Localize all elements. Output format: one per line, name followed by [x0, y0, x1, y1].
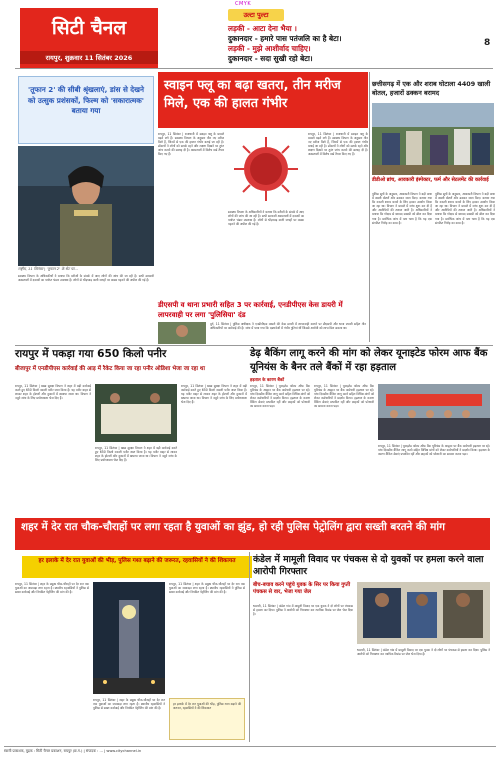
kandel-headline: कंडेल में मामूली विवाद पर पंचकस से दो युवकों पर हमला करने वाला आरोपी गिरफ्तार [253, 554, 484, 577]
swine-body-col3: रायपुर, 11 सितंबर | राजधानी में स्वाइन फ्लू के मामले बढ़ने लगे हैं। स्वास्थ्य विभाग के अनुसार तीन नए मरीज मिले हैं, जिनमें से एक की हालत गंभीर बताई जा रही है। डॉक्टरों ने लोगों को सतर्क रहने और लक्षण दिखने पर तुरंत जांच कराने की सलाह दी है। अस्पतालों में विशेष वार्ड तैयार किए गए हैं। [308, 132, 368, 157]
police-officer-photo [158, 322, 206, 344]
joke-line-2: दुकानदार - हमारे पास पतंजलि का है बेटा। [228, 34, 342, 43]
joke-line-3: लड़की - मुझे आशीर्वाद चाहिए। [228, 44, 311, 53]
late-night-body-col3: रायपुर, 11 सितंबर | शहर के प्रमुख चौक-चौराहों पर देर रात तक युवाओं का जमावड़ा लगा रहता है। स्थानीय रहवासियों ने पुलिस से सख्त कार्रवाई और नियमित पेट्रोलिंग की मांग की है। [93, 698, 165, 711]
bank-strike-headline: डेढ़ बैकिंग लागू करने की मांग को लेकर यूनाइटेड फोरम आफ बैंक यूनियंस के बैनर तले बैंकों में रहा हड़ताल [250, 348, 488, 373]
masthead-title: सिटी चैनल [51, 17, 127, 39]
rail-divider [369, 72, 370, 342]
kandel-body-col2: धमतरी, 11 सितंबर | कंडेल गांव में मामूली विवाद पर एक युवक ने दो लोगों पर पंचकस से हमला कर दिया। पुलिस ने आरोपी को गिरफ्तार कर न्यायिक रिमांड पर जेल भेज दिया है। [357, 648, 490, 657]
police-action-body: दुर्ग, 11 सितंबर | पुलिस अधीक्षक ने एनडीपीएस मामले की केस डायरी में लापरवाही बरतने पर डीएसपी और थाना प्रभारी सहित तीन अधिकारियों पर कार्रवाई की है। जांच में पाया गया कि दस्तावेजों में गंभीर त्रुटियां थीं जिससे आरोपी को लाभ मिल सकता था। [210, 322, 366, 331]
cmyk-marker: CMYK [235, 1, 252, 7]
late-night-body-col2: रायपुर, 11 सितंबर | शहर के प्रमुख चौक-चौराहों पर देर रात तक युवाओं का जमावड़ा लगा रहता है। स्थानीय रहवासियों ने पुलिस से सख्त कार्रवाई और नियमित पेट्रोलिंग की मांग की है। [169, 582, 245, 595]
liquor-body-col1: पुलिस सूत्रों के अनुसार, आबकारी विभाग ने बड़ी मात्रा में खाली बोतलें और ढक्कन जब्त किए। बताया गया कि नकली शराब बनाने के लिए इनका उपयोग किया जा रहा था। विभाग ने मामले में जांच शुरू कर दी है और आरोपियों की तलाश जारी है। अधिकारियों ने बताया कि गोदाम से बरामद सामग्री को सील कर दिया गया है। प्रारंभिक जांच में पता चला है कि यह एक संगठित गिरोह का काम है। [372, 192, 432, 225]
masthead-date: रायपुर, शुक्रवार 11 सितंबर 2026 [20, 51, 158, 64]
bank-strike-body-col2: रायपुर, 11 सितंबर | यूनाइटेड फोरम ऑफ बैंक यूनियंस के आह्वान पर बैंक कर्मचारी हड़ताल पर रहे। पांच दिवसीय बैंकिंग लागू करने सहित विभिन्न मांगों को लेकर कर्मचारियों ने प्रदर्शन किया। हड़ताल के कारण बैंकिंग सेवाएं प्रभावित रहीं और ग्राहकों को परेशानी का सामना करना पड़ा। [314, 384, 374, 409]
movie-quote-text: 'तूफान 2' की सीबी श्रृंखलाएं, डांस से देखने को उत्सुक प्रशंसकों, फिल्म को 'सकारात्मक' बताया गया [28, 85, 144, 115]
bank-strike-body-col1: रायपुर, 11 सितंबर | यूनाइटेड फोरम ऑफ बैंक यूनियंस के आह्वान पर बैंक कर्मचारी हड़ताल पर रहे। पांच दिवसीय बैंकिंग लागू करने सहित विभिन्न मांगों को लेकर कर्मचारियों ने प्रदर्शन किया। हड़ताल के कारण बैंकिंग सेवाएं प्रभावित रहीं और ग्राहकों को परेशानी का सामना करना पड़ा। [250, 384, 310, 409]
mid-rule [15, 345, 493, 346]
swine-body-col1: रायपुर, 11 सितंबर | राजधानी में स्वाइन फ्लू के मामले बढ़ने लगे हैं। स्वास्थ्य विभाग के अनुसार तीन नए मरीज मिले हैं, जिनमें से एक की हालत गंभीर बताई जा रही है। डॉक्टरों ने लोगों को सतर्क रहने और लक्षण दिखने पर तुरंत जांच कराने की सलाह दी है। अस्पतालों में विशेष वार्ड तैयार किए गए हैं। [158, 132, 224, 157]
movie-photo-caption: राष्ट्रीय, 11 सितंबर | 'तूफान 2' के सेट पर... [18, 267, 78, 271]
paneer-body-col1: रायपुर, 11 सितंबर | खाद्य सुरक्षा विभाग ने शहर में बड़ी कार्रवाई करते हुए 650 किलो नकली पनीर जब्त किया है। यह पनीर बाहर से लाकर शहर के होटलों और दुकानों में खपाया जाना था। विभाग ने नमूने जांच के लिए प्रयोगशाला भेज दिए हैं। [15, 384, 91, 401]
late-night-quote: हर इलाके में देर रात युवाओं की भीड़, पुलिस गश्त बढ़ाने की जरूरत, रहवासियों ने की शिकायत [173, 702, 241, 711]
ulta-pulta-tab: उल्टा पुल्टा [228, 9, 284, 21]
paneer-photo [95, 384, 177, 442]
movie-photo [18, 146, 154, 266]
late-night-body-col1: रायपुर, 11 सितंबर | शहर के प्रमुख चौक-चौराहों पर देर रात तक युवाओं का जमावड़ा लगा रहता है। स्थानीय रहवासियों ने पुलिस से सख्त कार्रवाई और नियमित पेट्रोलिंग की मांग की है। [15, 582, 89, 595]
liquor-caption: डीडीओ ब्रांच, आवकारी इंस्पेक्टर, फर्म और सेटलमेंट की कार्रवाई [372, 177, 489, 183]
top-rule [15, 68, 493, 69]
late-night-subheadline: हर इलाके में देर रात युवाओं की भीड़, पुलिस गश्त बढ़ाने की जरूरत, रहवासियों ने की शिकायत [22, 556, 252, 578]
masthead [20, 8, 158, 68]
late-night-crowd-headline: शहर में देर रात चौक-चौराहों पर लगा रहता है युवाओं का झुंड, हो रही पुलिस पेट्रोलिंग द्वारा सख्ती बरतने की मांग [15, 518, 490, 550]
kandel-body-col1: धमतरी, 11 सितंबर | कंडेल गांव में मामूली विवाद पर एक युवक ने दो लोगों पर पंचकस से हमला कर दिया। पुलिस ने आरोपी को गिरफ्तार कर न्यायिक रिमांड पर जेल भेज दिया है। [253, 604, 353, 617]
bank-strike-photo [378, 384, 490, 440]
bank-strike-body-col3: रायपुर, 11 सितंबर | यूनाइटेड फोरम ऑफ बैंक यूनियंस के आह्वान पर बैंक कर्मचारी हड़ताल पर रहे। पांच दिवसीय बैंकिंग लागू करने सहित विभिन्न मांगों को लेकर कर्मचारियों ने प्रदर्शन किया। हड़ताल के कारण बैंकिंग सेवाएं प्रभावित रहीं और ग्राहकों को परेशानी का सामना करना पड़ा। [378, 444, 490, 457]
bottom-divider [249, 552, 250, 742]
imprint-footer: स्वामी प्रकाशक, मुद्रक : सिटी चैनल प्रकाशन, रायपुर (छ.ग.) | संपादक : ... | www.citychannel.in [4, 746, 496, 756]
page-number: 8 [484, 38, 491, 48]
movie-quote-box [18, 76, 154, 144]
bank-strike-tag: हड़ताल के कारण बैंकों [250, 377, 285, 382]
paneer-headline: रायपुर में पकड़ा गया 650 किलो पनीर [15, 348, 167, 360]
police-action-headline: डीएसपी व थाना प्रभारी सहित 3 पर कार्रवाई, एनडीपीएस केस डायरी में लापरवाही पर लगा 'पुलिसिया' दंड [158, 300, 343, 319]
liquor-scam-headline: छत्तीसगढ़ में एक और शराब घोटाला 4409 खाली बोतल, हजारों ढक्कन बरामद [372, 80, 491, 98]
swine-flu-headline: स्वाइन फ्लू का बढ़ा खतरा, तीन मरीज मिले, एक की हालत गंभीर [158, 72, 368, 128]
joke-line-4: दुकानदार - सदा सुखी रहो बेटा। [228, 54, 313, 63]
paneer-subheadline: बीजापुर में एनडीपीएस कार्रवाई की आड़ में रैकेट किया जा रहा पनीर ओडिशा भेजा जा रहा था [15, 366, 205, 372]
liquor-body-col2: पुलिस सूत्रों के अनुसार, आबकारी विभाग ने बड़ी मात्रा में खाली बोतलें और ढक्कन जब्त किए। बताया गया कि नकली शराब बनाने के लिए इनका उपयोग किया जा रहा था। विभाग ने मामले में जांच शुरू कर दी है और आरोपियों की तलाश जारी है। अधिकारियों ने बताया कि गोदाम से बरामद सामग्री को सील कर दिया गया है। प्रारंभिक जांच में पता चला है कि यह एक संगठित गिरोह का काम है। [435, 192, 495, 225]
clock-tower-photo [93, 582, 165, 694]
liquor-seizure-photo [372, 103, 494, 175]
accused-photo [357, 582, 490, 644]
swine-body-col2: स्वास्थ्य विभाग के अधिकारियों ने बताया कि मरीजों के संपर्क में आए लोगों की जांच की जा रही है। सभी सरकारी अस्पतालों में दवाओं का पर्याप्त भंडार उपलब्ध है। लोगों से भीड़भाड़ वाली जगहों पर मास्क पहनने की अपील की गई है। [228, 210, 304, 227]
movie-body: स्वास्थ्य विभाग के अधिकारियों ने बताया कि मरीजों के संपर्क में आए लोगों की जांच की जा रही है। सभी सरकारी अस्पतालों में दवाओं का पर्याप्त भंडार उपलब्ध है। लोगों से भीड़भाड़ वाली जगहों पर मास्क पहनने की अपील की गई है। [18, 274, 154, 283]
paneer-body-col2: रायपुर, 11 सितंबर | खाद्य सुरक्षा विभाग ने शहर में बड़ी कार्रवाई करते हुए 650 किलो नकली पनीर जब्त किया है। यह पनीर बाहर से लाकर शहर के होटलों और दुकानों में खपाया जाना था। विभाग ने नमूने जांच के लिए प्रयोगशाला भेज दिए हैं। [95, 446, 177, 463]
late-night-quote-box [169, 698, 245, 740]
virus-image [228, 132, 304, 206]
paneer-body-col3: रायपुर, 11 सितंबर | खाद्य सुरक्षा विभाग ने शहर में बड़ी कार्रवाई करते हुए 650 किलो नकली पनीर जब्त किया है। यह पनीर बाहर से लाकर शहर के होटलों और दुकानों में खपाया जाना था। विभाग ने नमूने जांच के लिए प्रयोगशाला भेज दिए हैं। [181, 384, 247, 405]
kandel-subheadline: बीच-बचाव करने पहुंचे युवक के सिर पर किया गुप्ती पंचकस से वार, भेजा गया जेल [253, 582, 351, 595]
joke-line-1: लड़की - आटा देना भैया । [228, 24, 297, 33]
